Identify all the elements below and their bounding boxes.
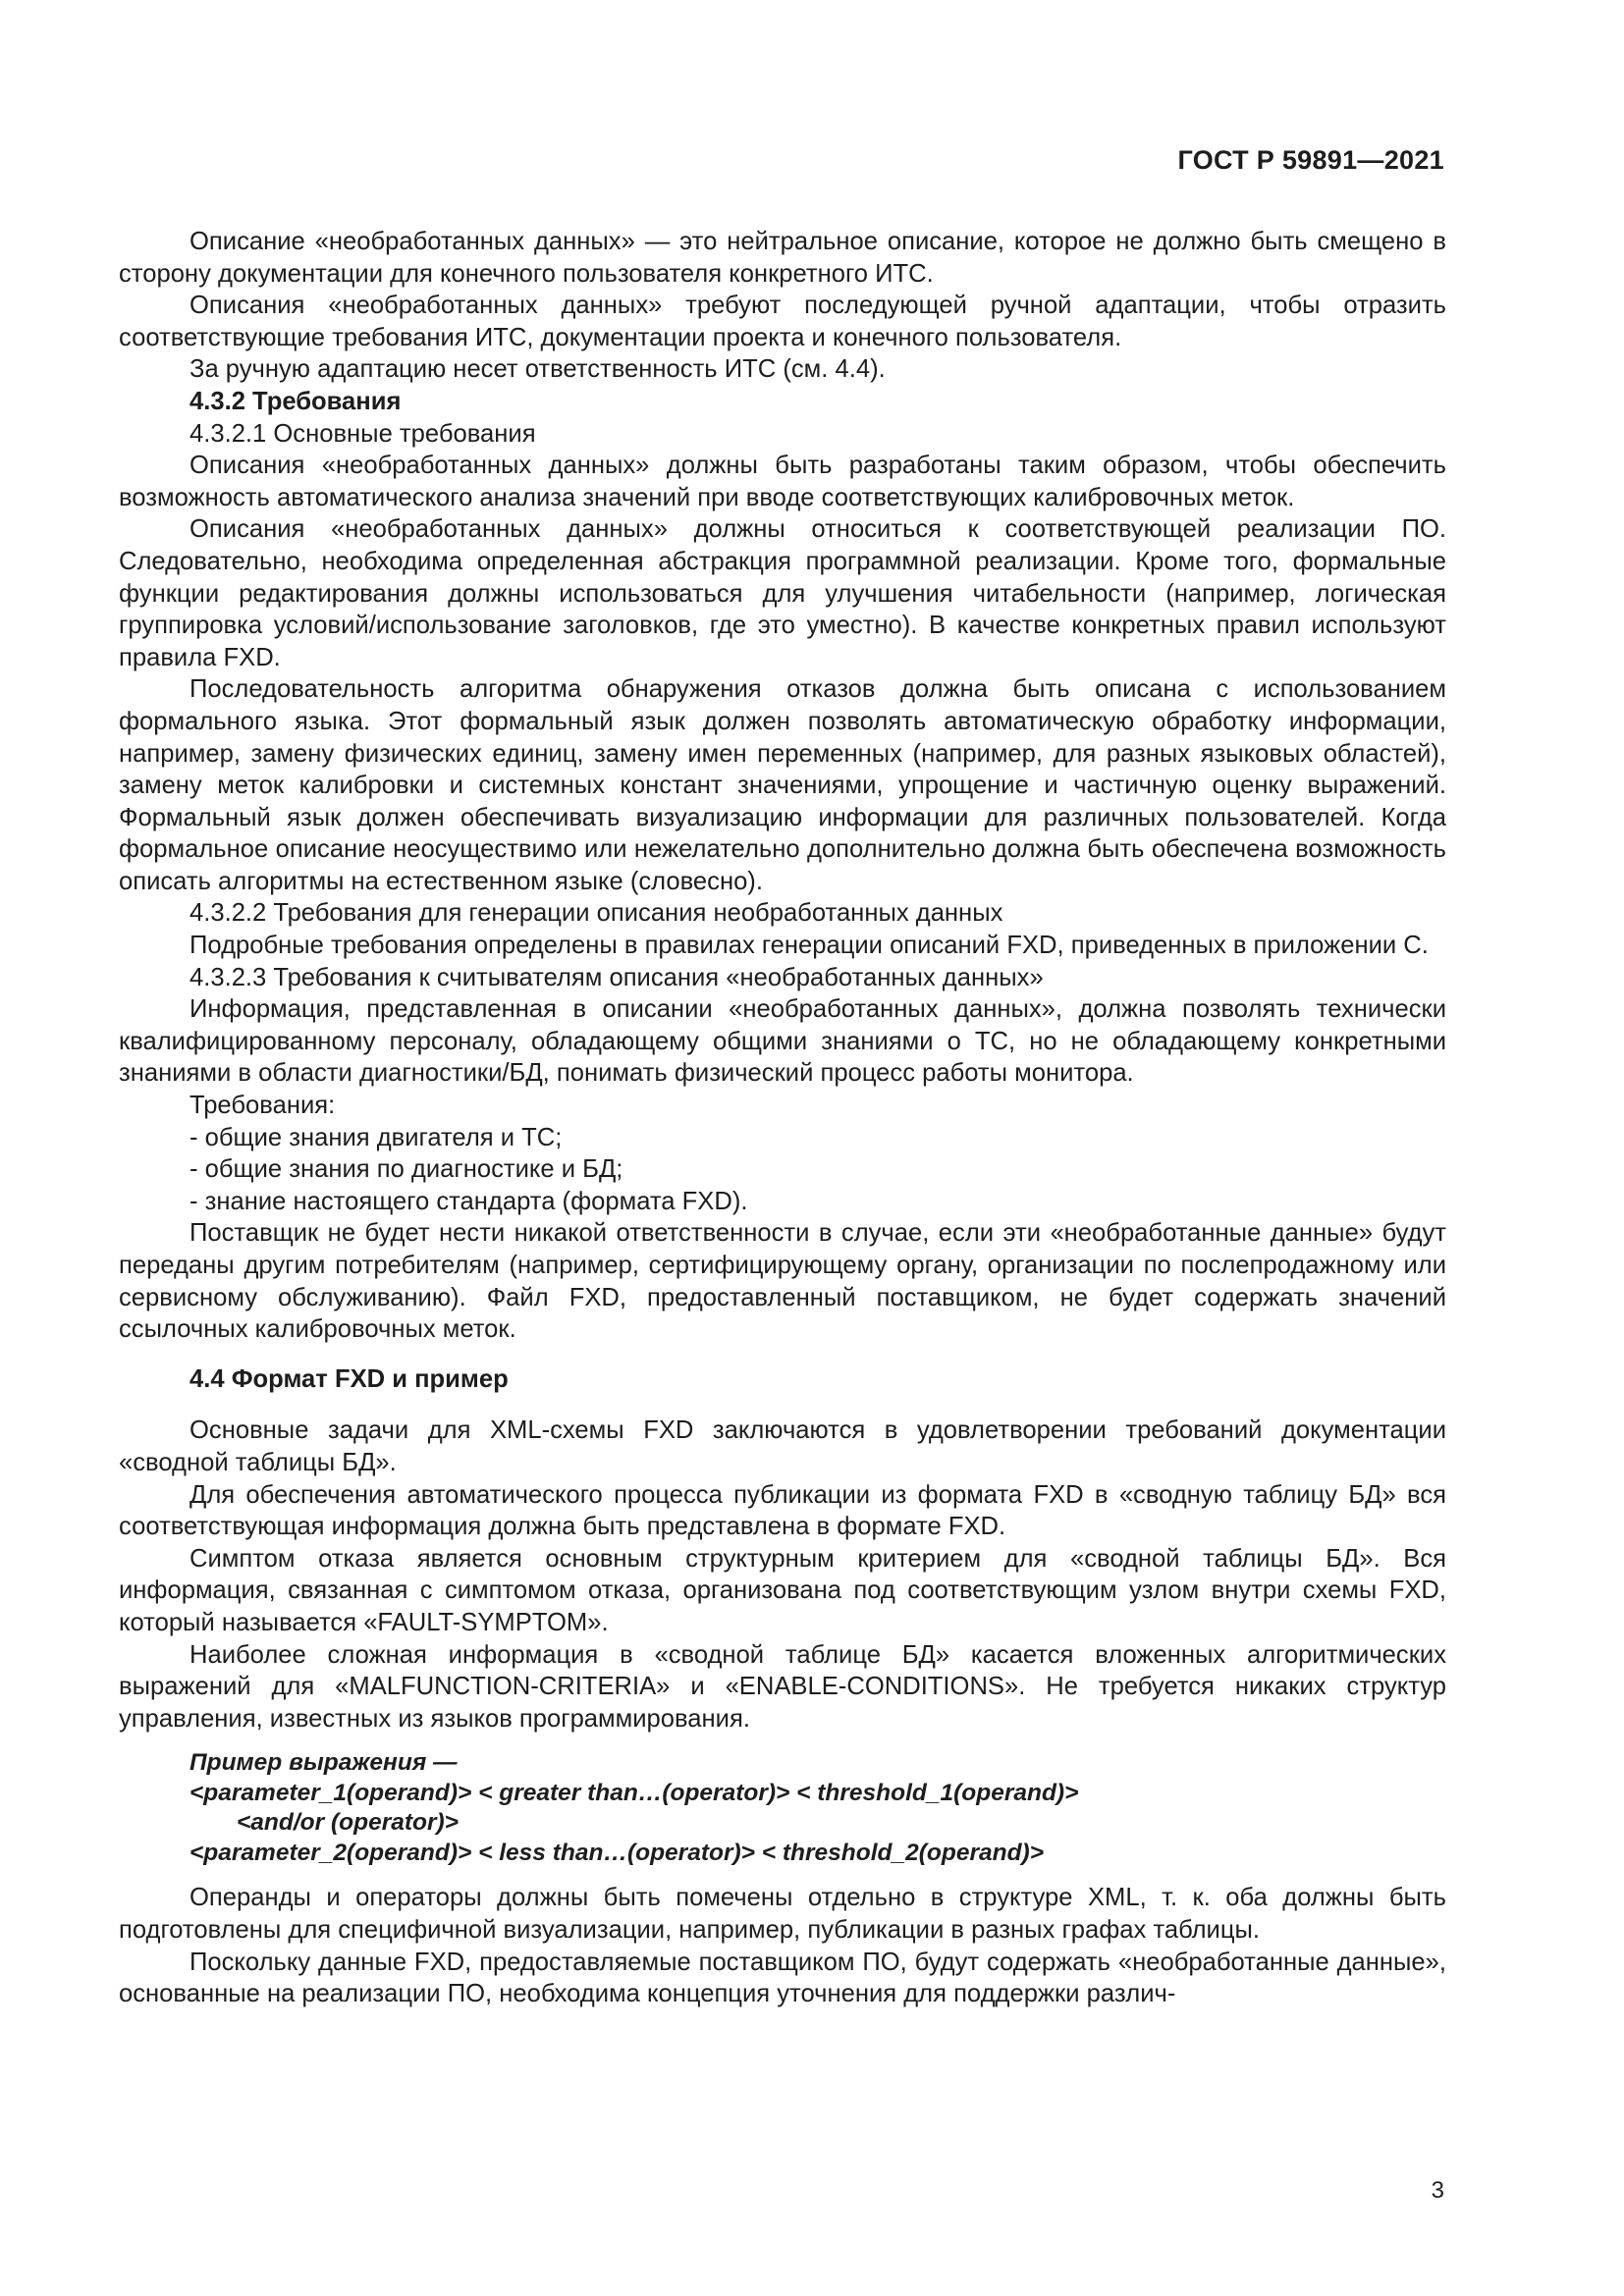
list-item: - общие знания по диагностике и БД;	[189, 1155, 623, 1184]
paragraph: За ручную адаптацию несет ответственность ИТС (см. 4.4).	[189, 355, 886, 384]
paragraph: Основные задачи для XML-схемы FXD заключаются в удовлетворении требований документации «сводной таблицы БД».	[119, 1416, 1446, 1476]
section-heading-4-4: 4.4 Формат FXD и пример	[189, 1364, 509, 1393]
list-item: - общие знания двигателя и ТС;	[189, 1123, 563, 1151]
subsection-heading-4-3-2-1: 4.3.2.1 Основные требования	[189, 419, 536, 448]
page-number: 3	[1431, 2177, 1444, 2204]
example-line-1: <parameter_1(operand)> < greater than…(operator)> < threshold_1(operand)>	[189, 1779, 1079, 1806]
list-item: - знание настоящего стандарта (формата FXD).	[189, 1187, 748, 1215]
paragraph: Поставщик не будет нести никакой ответственности в случае, если эти «необработанные данные» будут переданы другим потребителям (например, сертифицирующему органу, организации по послепродажному или сервисному обслуживанию). Файл FXD, предоставленный поставщиком, не будет содержать значений ссылочных калибровочных меток.	[119, 1219, 1446, 1344]
paragraph: Симптом отказа является основным структурным критерием для «сводной таблицы БД». Вся информация, связанная с симптомом отказа, организована под соответствующим узлом внутри схемы FXD, который называется «FAULT-SYMPTOM».	[119, 1544, 1446, 1636]
subsection-heading-4-3-2-2: 4.3.2.2 Требования для генерации описания необработанных данных	[189, 899, 1003, 928]
document-body	[119, 226, 1446, 2010]
paragraph: Последовательность алгоритма обнаружения отказов должна быть описана с использованием формального языка. Этот формальный язык должен позволять автоматическую обработку информации, например, замену физических единиц, замену имен переменных (например, для разных языковых областей), замену меток калибровки и системных констант значениями, упрощение и частичную оценку выражений. Формальный язык должен обеспечивать визуализацию информации для различных пользователей. Когда формальное описание неосуществимо или нежелательно дополнительно должна быть обеспечена возможность описать алгоритмы на естественном языке (словесно).	[119, 675, 1446, 895]
example-line-3: <parameter_2(operand)> < less than…(operator)> < threshold_2(operand)>	[189, 1839, 1045, 1866]
document-id-header: ГОСТ Р 59891—2021	[1177, 145, 1444, 175]
subsection-heading-4-3-2-3: 4.3.2.3 Требования к считывателям описания «необработанных данных»	[189, 963, 1044, 991]
example-label: Пример выражения —	[189, 1749, 458, 1777]
example-line-2: <and/or (operator)>	[237, 1809, 459, 1837]
paragraph: Операнды и операторы должны быть помечены отдельно в структуре XML, т. к. оба должны быть подготовлены для специфичной визуализации, например, публикации в разных графах таблицы.	[119, 1884, 1446, 1944]
requirements-label: Требования:	[189, 1092, 336, 1120]
paragraph: Описание «необработанных данных» — это нейтральное описание, которое не должно быть смещено в сторону документации для конечного пользователя конкретного ИТС.	[119, 228, 1446, 288]
paragraph: Описания «необработанных данных» должны быть разработаны таким образом, чтобы обеспечить возможность автоматического анализа значений при вводе соответствующих калибровочных меток.	[119, 452, 1446, 511]
paragraph: Для обеспечения автоматического процесса публикации из формата FXD в «сводную таблицу БД» вся соответствующая информация должна быть представлена в формате FXD.	[119, 1480, 1446, 1541]
paragraph: Информация, представленная в описании «необработанных данных», должна позволять технически квалифицированному персоналу, обладающему общими знаниями о ТС, но не обладающему конкретными знаниями в области диагностики/БД, понимать физический процесс работы монитора.	[119, 995, 1446, 1088]
expression-example	[189, 1748, 1446, 1868]
section-heading-4-3-2: 4.3.2 Требования	[189, 387, 402, 415]
paragraph: Подробные требования определены в правилах генерации описаний FXD, приведенных в приложении С.	[189, 932, 1429, 960]
paragraph: Описания «необработанных данных» требуют последующей ручной адаптации, чтобы отразить соответствующие требования ИТС, документации проекта и конечного пользователя.	[119, 292, 1446, 351]
paragraph: Поскольку данные FXD, предоставляемые поставщиком ПО, будут содержать «необработанные данные», основанные на реализации ПО, необходима концепция уточнения для поддержки различ-	[119, 1948, 1446, 2008]
paragraph: Наиболее сложная информация в «сводной таблице БД» касается вложенных алгоритмических выражений для «MALFUNCTION-CRITERIA» и «ENABLE-CONDITIONS». Не требуется никаких структур управления, известных из языков программирования.	[119, 1640, 1446, 1733]
paragraph: Описания «необработанных данных» должны относиться к соответствующей реализации ПО. Следовательно, необходима определенная абстракция программной реализации. Кроме того, формальные функции редактирования должны использоваться для улучшения читабельности (например, логическая группировка условий/использование заголовков, где это уместно). В качестве конкретных правил используют правила FXD.	[119, 515, 1446, 671]
